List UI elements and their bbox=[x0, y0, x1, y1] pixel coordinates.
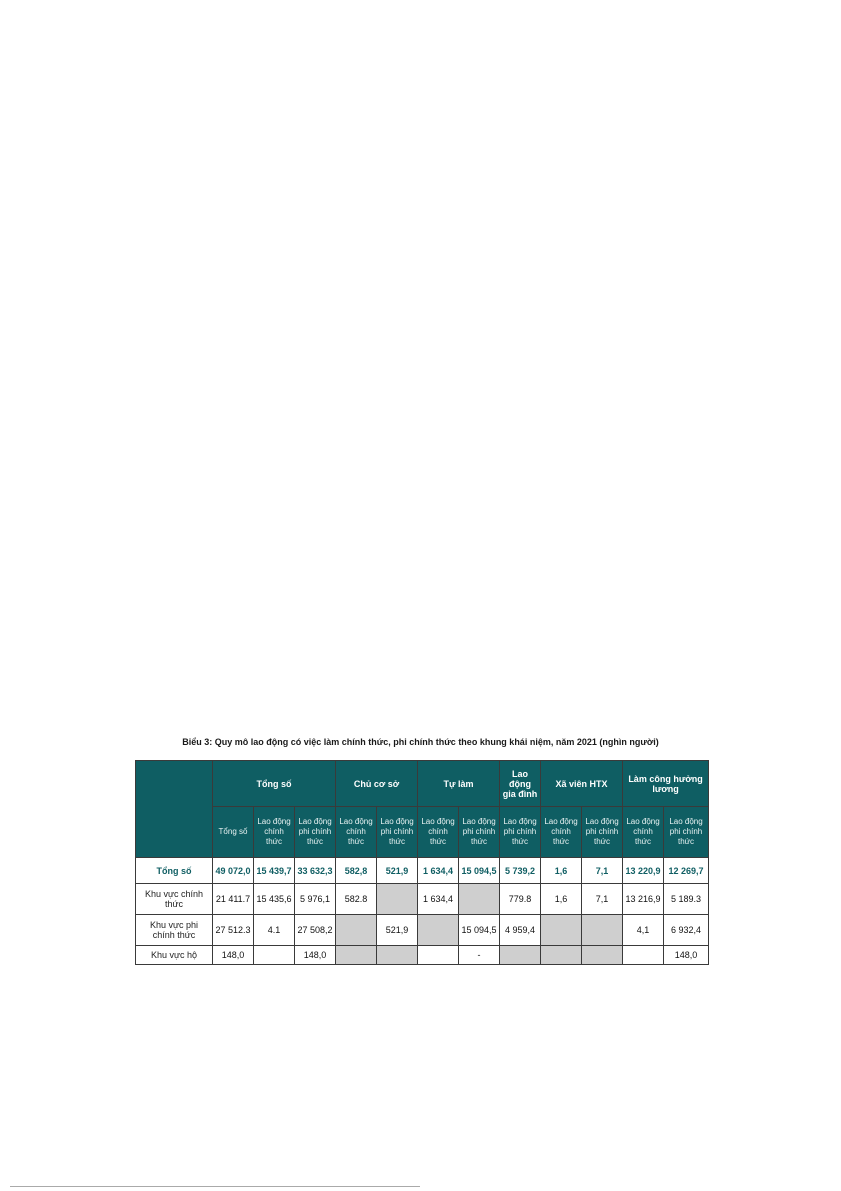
row-label: Khu vực chính thức bbox=[136, 884, 213, 915]
table-cell: 15 439,7 bbox=[254, 858, 295, 884]
sub-header: Lao động chính thức bbox=[254, 807, 295, 858]
header-group-xa-vien-htx: Xã viên HTX bbox=[541, 761, 623, 807]
table-cell-shaded bbox=[541, 946, 582, 965]
table-row-khu-vuc-chinh-thuc bbox=[136, 884, 709, 915]
table-cell: 521,9 bbox=[377, 858, 418, 884]
sub-header: Lao động phi chính thức bbox=[500, 807, 541, 858]
header-group-chu-co-so: Chủ cơ sở bbox=[336, 761, 418, 807]
table-cell-shaded bbox=[582, 915, 623, 946]
table-cell-shaded bbox=[336, 915, 377, 946]
table-cell: 27 512.3 bbox=[213, 915, 254, 946]
sub-header: Lao động phi chính thức bbox=[664, 807, 709, 858]
row-label: Khu vực hộ bbox=[136, 946, 213, 965]
table-row-tong-so bbox=[136, 858, 709, 884]
table-cell: 15 435,6 bbox=[254, 884, 295, 915]
table-cell: 521,9 bbox=[377, 915, 418, 946]
header-corner bbox=[136, 761, 213, 858]
table-cell: 7,1 bbox=[582, 858, 623, 884]
table-cell: 1,6 bbox=[541, 884, 582, 915]
table-cell-shaded bbox=[377, 884, 418, 915]
table-cell: 148,0 bbox=[664, 946, 709, 965]
table-cell: 13 220,9 bbox=[623, 858, 664, 884]
table-cell bbox=[418, 946, 459, 965]
table-cell: 27 508,2 bbox=[295, 915, 336, 946]
header-row-sub bbox=[136, 807, 709, 858]
sub-header: Lao động phi chính thức bbox=[459, 807, 500, 858]
table-cell: 1 634,4 bbox=[418, 884, 459, 915]
table-cell: 148,0 bbox=[295, 946, 336, 965]
header-group-lam-cong: Làm công hưởng lương bbox=[623, 761, 709, 807]
header-group-tu-lam: Tự làm bbox=[418, 761, 500, 807]
sub-header: Tổng số bbox=[213, 807, 254, 858]
sub-header: Lao động chính thức bbox=[336, 807, 377, 858]
table-caption: Biểu 3: Quy mô lao động có việc làm chính thức, phi chính thức theo khung khái niệm, năm 2021 (nghìn người) bbox=[182, 737, 659, 747]
header-group-tong-so: Tổng số bbox=[213, 761, 336, 807]
table-cell: 12 269,7 bbox=[664, 858, 709, 884]
table-cell: 7,1 bbox=[582, 884, 623, 915]
table-cell: 1,6 bbox=[541, 858, 582, 884]
table-cell: 33 632,3 bbox=[295, 858, 336, 884]
table-cell: 148,0 bbox=[213, 946, 254, 965]
table-cell-shaded bbox=[459, 884, 500, 915]
sub-header: Lao động phi chính thức bbox=[295, 807, 336, 858]
table-cell: 15 094,5 bbox=[459, 915, 500, 946]
table-cell: 15 094,5 bbox=[459, 858, 500, 884]
table-cell-shaded bbox=[377, 946, 418, 965]
table-cell: 6 932,4 bbox=[664, 915, 709, 946]
header-row-groups bbox=[136, 761, 709, 807]
table-row-khu-vuc-phi-chinh-thuc bbox=[136, 915, 709, 946]
table-cell-shaded bbox=[582, 946, 623, 965]
table-cell: 1 634,4 bbox=[418, 858, 459, 884]
table-cell: 779.8 bbox=[500, 884, 541, 915]
table-cell bbox=[623, 946, 664, 965]
row-label: Khu vực phi chính thức bbox=[136, 915, 213, 946]
table-cell: 4 959,4 bbox=[500, 915, 541, 946]
table-cell: 13 216,9 bbox=[623, 884, 664, 915]
table-cell: 582,8 bbox=[336, 858, 377, 884]
header-group-lao-dong-gia-dinh: Lao động gia đình bbox=[500, 761, 541, 807]
sub-header: Lao động chính thức bbox=[541, 807, 582, 858]
table-cell: 582.8 bbox=[336, 884, 377, 915]
sub-header: Lao động phi chính thức bbox=[377, 807, 418, 858]
table-cell: 5 739,2 bbox=[500, 858, 541, 884]
sub-header: Lao động phi chính thức bbox=[582, 807, 623, 858]
sub-header: Lao động chính thức bbox=[418, 807, 459, 858]
row-label: Tổng số bbox=[136, 858, 213, 884]
labor-table bbox=[135, 760, 709, 965]
table-cell: 5 976,1 bbox=[295, 884, 336, 915]
table-cell bbox=[254, 946, 295, 965]
table-cell-shaded bbox=[418, 915, 459, 946]
table-cell: 4,1 bbox=[623, 915, 664, 946]
table-cell-shaded bbox=[500, 946, 541, 965]
table-cell-shaded bbox=[336, 946, 377, 965]
table-cell: 4.1 bbox=[254, 915, 295, 946]
table-cell: 5 189.3 bbox=[664, 884, 709, 915]
table-row-khu-vuc-ho bbox=[136, 946, 709, 965]
table-cell: 49 072,0 bbox=[213, 858, 254, 884]
sub-header: Lao động chính thức bbox=[623, 807, 664, 858]
table-cell-shaded bbox=[541, 915, 582, 946]
table-cell: 21 411.7 bbox=[213, 884, 254, 915]
footer-rule bbox=[10, 1186, 420, 1187]
table-cell: - bbox=[459, 946, 500, 965]
